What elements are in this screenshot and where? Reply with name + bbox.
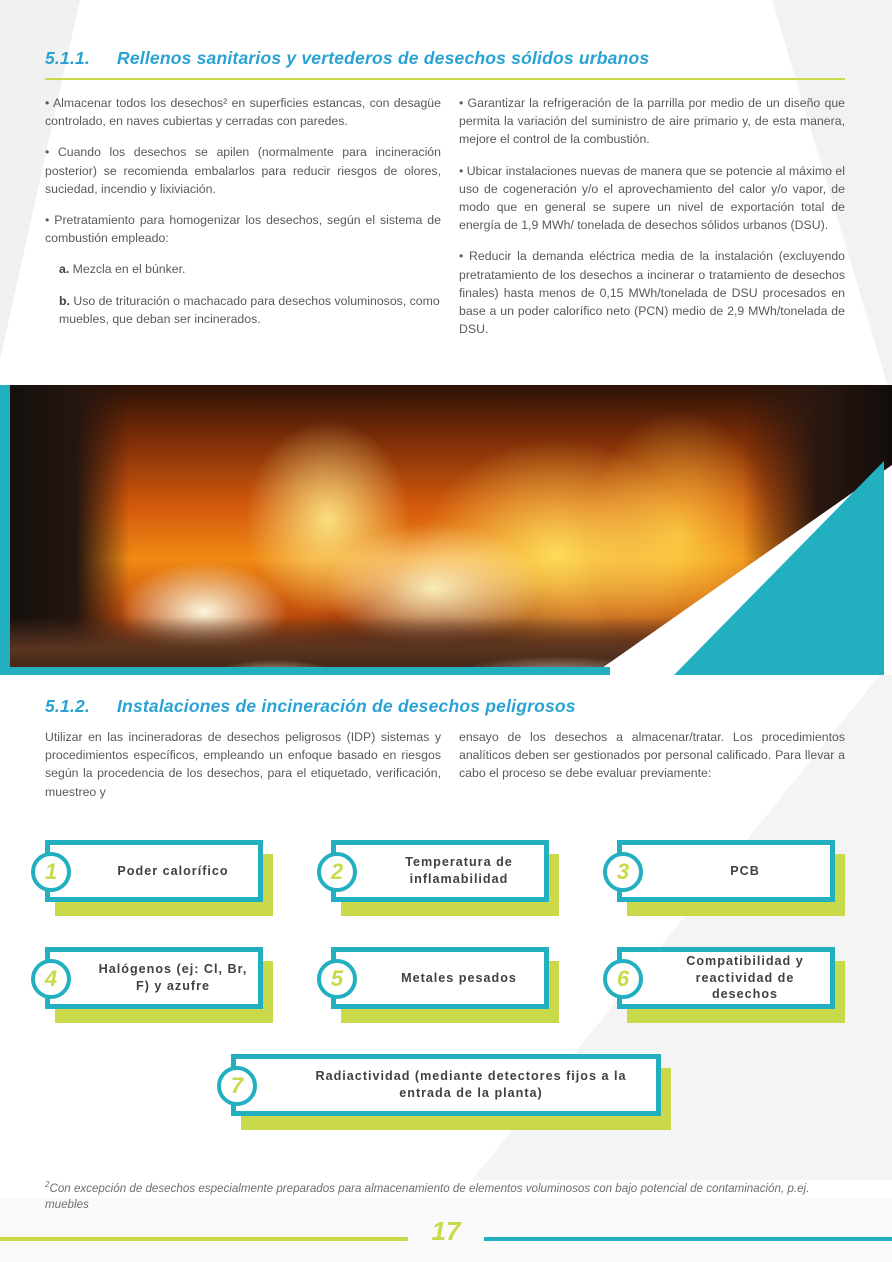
card-box bbox=[617, 947, 835, 1009]
card-box bbox=[45, 947, 263, 1009]
paragraph: ensayo de los desechos a almacenar/tratar. Los procedimientos analíticos deben ser gestionados por personal calificado. Para llevar a cabo el proceso se debe evaluar previamente: bbox=[459, 730, 845, 781]
card-label: Poder calorífico bbox=[117, 863, 229, 878]
card-label: Temperatura de inflamabilidad bbox=[405, 855, 513, 886]
paragraph: • Garantizar la refrigeración de la parrilla por medio de un diseño que permita la variación del suministro de aire primario y, de esta manera, mejore el control de la combustión. bbox=[459, 96, 845, 147]
section-5-1-1-left-column bbox=[45, 94, 441, 341]
footnote-text: Con excepción de desechos especialmente preparados para almacenamiento de elementos voluminosos con bajo potencial de contaminación, p.ej. muebles bbox=[45, 1181, 810, 1211]
card-box bbox=[45, 840, 263, 902]
paragraph: • Cuando los desechos se apilen (normalmente para incineración posterior) se recomienda embalarlos para reducir riesgos de olores, suciedad, incendio y lixiviación. bbox=[45, 145, 441, 196]
section-number: 5.1.2. bbox=[45, 696, 90, 716]
paragraph-list-item-a: a. Mezcla en el búnker. bbox=[59, 262, 186, 277]
card-number-badge: 1 bbox=[31, 852, 71, 892]
paragraph-list-item-b: b. Uso de trituración o machacado para desechos voluminosos, como muebles, que deban ser incinerados. bbox=[59, 293, 440, 326]
footnote-marker: 2 bbox=[45, 1180, 50, 1189]
card-number-badge: 7 bbox=[217, 1066, 257, 1106]
card-label: Halógenos (ej: Cl, Br, F) y azufre bbox=[98, 962, 248, 993]
image-accent-bar-bottom bbox=[10, 667, 610, 675]
card-number-badge: 6 bbox=[603, 959, 643, 999]
paragraph: • Pretratamiento para homogenizar los desechos, según el sistema de combustión empleado: bbox=[45, 212, 441, 246]
card-number-badge: 2 bbox=[317, 852, 357, 892]
card-box bbox=[617, 840, 835, 902]
card-label: Metales pesados bbox=[401, 970, 517, 985]
card-number-badge: 4 bbox=[31, 959, 71, 999]
section-5-1-2-right-column bbox=[459, 728, 845, 796]
heading-rule-5-1-1 bbox=[45, 78, 845, 80]
paragraph: • Reducir la demanda eléctrica media de la instalación (excluyendo pretratamiento de los desechos a incinerar o tratamiento de desechos finales) hasta menos de 0,15 MWh/tonelada de DSU procesados en base a un poder calorífico neto (PCN) medio de 2,9 MWh/tonelada de DSU. bbox=[459, 249, 845, 337]
card-box bbox=[331, 840, 549, 902]
incinerator-fire-image bbox=[10, 385, 892, 675]
section-title: Rellenos sanitarios y vertederos de desechos sólidos urbanos bbox=[117, 48, 650, 68]
section-5-1-2-left-column bbox=[45, 728, 441, 814]
section-5-1-1-right-column bbox=[459, 94, 845, 351]
section-title: Instalaciones de incineración de desechos peligrosos bbox=[117, 696, 576, 716]
page-number: 17 bbox=[431, 1216, 461, 1246]
card-label: PCB bbox=[730, 863, 760, 878]
card-box bbox=[331, 947, 549, 1009]
card-box bbox=[231, 1054, 661, 1116]
card-number-badge: 5 bbox=[317, 959, 357, 999]
card-label: Radiactividad (mediante detectores fijos a la entrada de la planta) bbox=[315, 1069, 627, 1100]
section-number: 5.1.1. bbox=[45, 48, 90, 68]
section-heading-5-1-1 bbox=[45, 48, 649, 69]
card-number-badge: 3 bbox=[603, 852, 643, 892]
footnote bbox=[45, 1180, 835, 1212]
section-heading-5-1-2 bbox=[45, 696, 576, 717]
paragraph: Utilizar en las incineradoras de desechos peligrosos (IDP) sistemas y procedimientos específicos, empleando un enfoque basado en riesgos según la procedencia de los desechos, para el etiquetado, verificación, muestreo y bbox=[45, 730, 441, 799]
paragraph: • Ubicar instalaciones nuevas de manera que se potencie al máximo el uso de cogeneración y/o el aprovechamiento del calor y/o vapor, de modo que en general se supere un nivel de exportación total de energía de 1,9 MWh/ tonelada de desechos sólidos urbanos (DSU). bbox=[459, 163, 845, 233]
image-accent-bar-left bbox=[0, 385, 10, 675]
card-label: Compatibilidad y reactividad de desechos bbox=[686, 954, 804, 1002]
paragraph: • Almacenar todos los desechos² en superficies estancas, con desagüe controlado, en naves cubiertas y cerradas con paredes. bbox=[45, 96, 441, 129]
